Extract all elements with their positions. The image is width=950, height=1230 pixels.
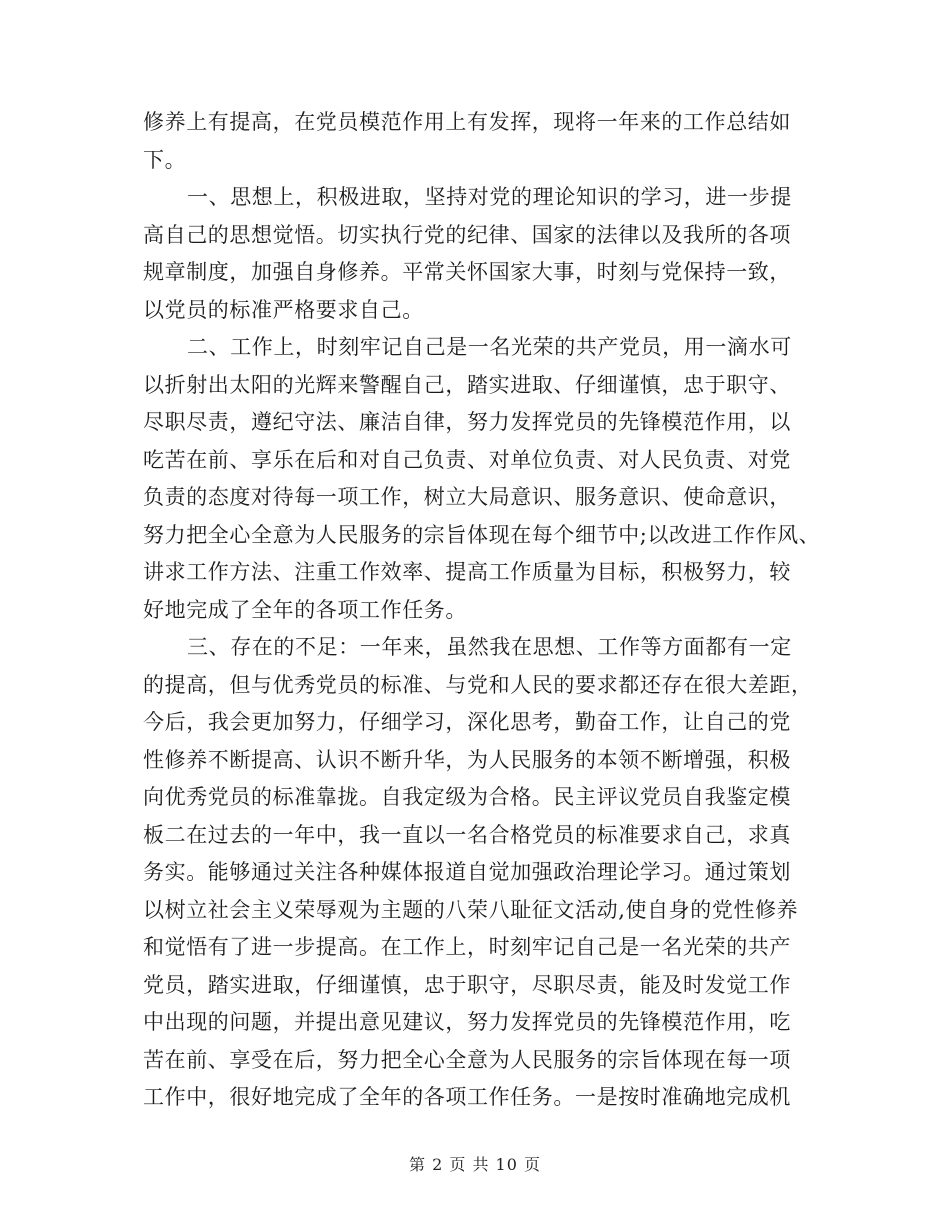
- text-line: 以树立社会主义荣辱观为主题的八荣八耻征文活动,使自身的党性修养: [143, 897, 799, 922]
- text-line: 工作中，很好地完成了全年的各项工作任务。一是按时准确地完成机: [143, 1085, 791, 1109]
- text-line: 以党员的标准严格要求自己。: [143, 297, 424, 322]
- text-line: 高自己的思想觉悟。切实执行党的纪律、国家的法律以及我所的各项: [143, 222, 791, 247]
- text-line: 规章制度，加强自身修养。平常关怀国家大事，时刻与党保持一致，: [143, 260, 791, 284]
- text-line: 好地完成了全年的各项工作任务。: [143, 597, 467, 622]
- paragraph-2-start: 二、工作上，时刻牢记自己是一名光荣的共产党员，用一滴水可: [187, 335, 792, 359]
- text-line: 务实。能够通过关注各种媒体报道自觉加强政治理论学习。通过策划: [143, 860, 791, 884]
- document-body: [143, 104, 823, 1117]
- text-line: 性修养不断提高、认识不断升华，为人民服务的本领不断增强，积极: [143, 747, 791, 772]
- paragraph-1-start: 一、思想上，积极进取，坚持对党的理论知识的学习，进一步提: [187, 185, 792, 209]
- text-line: 负责的态度对待每一项工作，树立大局意识、服务意识、使命意识，: [143, 485, 791, 509]
- paragraph-3-start: 三、存在的不足：一年来，虽然我在思想、工作等方面都有一定: [187, 635, 792, 659]
- text-line: 下。: [143, 147, 187, 172]
- text-line: 今后，我会更加努力，仔细学习，深化思考，勤奋工作，让自己的党: [143, 710, 791, 734]
- text-line: 中出现的问题，并提出意见建议，努力发挥党员的先锋模范作用，吃: [143, 1010, 791, 1034]
- text-line: 和觉悟有了进一步提高。在工作上，时刻牢记自己是一名光荣的共产: [143, 935, 791, 959]
- text-line: 板二在过去的一年中，我一直以一名合格党员的标准要求自己，求真: [143, 822, 791, 847]
- page-number-footer: 第 2 页 共 10 页: [409, 1155, 541, 1174]
- text-line: 讲求工作方法、注重工作效率、提高工作质量为目标，积极努力，较: [143, 560, 791, 584]
- text-line: 努力把全心全意为人民服务的宗旨体现在每个细节中;以改进工作作风、: [143, 522, 821, 547]
- text-line: 党员，踏实进取，仔细谨慎，忠于职守，尽职尽责，能及时发觉工作: [143, 972, 791, 997]
- text-line: 向优秀党员的标准靠拢。自我定级为合格。民主评议党员自我鉴定模: [143, 785, 791, 809]
- text-line: 尽职尽责，遵纪守法、廉洁自律，努力发挥党员的先锋模范作用，以: [143, 410, 791, 434]
- text-line: 苦在前、享受在后，努力把全心全意为人民服务的宗旨体现在每一项: [143, 1047, 791, 1072]
- text-line: 的提高，但与优秀党员的标准、与党和人民的要求都还存在很大差距，: [143, 672, 813, 697]
- text-line: 吃苦在前、享乐在后和对自己负责、对单位负责、对人民负责、对党: [143, 447, 791, 472]
- text-line: 以折射出太阳的光辉来警醒自己，踏实进取、仔细谨慎，忠于职守、: [143, 372, 791, 397]
- text-line: 修养上有提高，在党员模范作用上有发挥，现将一年来的工作总结如: [143, 110, 791, 134]
